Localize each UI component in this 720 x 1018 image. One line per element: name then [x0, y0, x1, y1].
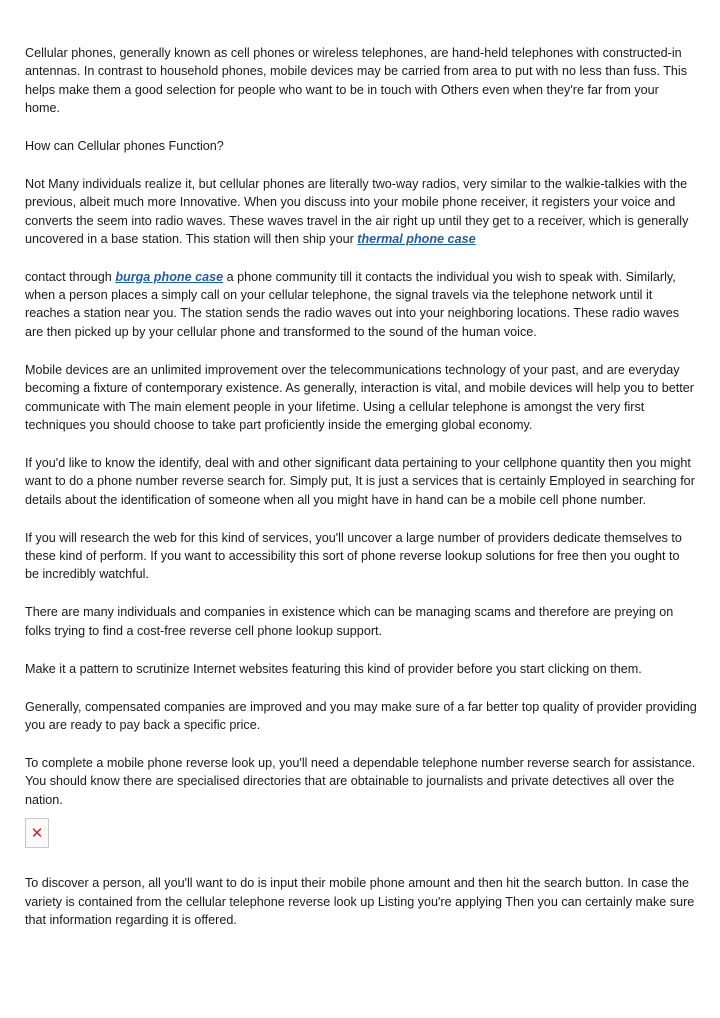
paragraph-text: a phone community till it contacts the individual you wish to speak with. Similarly, when a person places a simply call on your cellular telephone, the signal travels via the telephone network until it reaches a station near you. The station sends the radio waves out into your neighboring locations. These radio waves are then picked up by your cellular phone and transformed to the sound of the human voice.	[25, 269, 680, 339]
paragraph-question: How can Cellular phones Function?	[25, 139, 224, 154]
paragraph-research: If you will research the web for this kind of services, you'll uncover a large number of providers dedicate themselves to these kind of perform. If you want to accessibility this sort of phone reverse lookup solutions for free then you ought to be incredibly watchful.	[25, 530, 682, 582]
document-body	[25, 44, 697, 929]
paragraph-signal	[25, 268, 697, 342]
paragraph-directories: To complete a mobile phone reverse look up, you'll need a dependable telephone number reverse search for assistance. You should know there are specialised directories that are obtainable to journalists and private detectives all over the nation.	[25, 755, 696, 807]
paragraph-pattern: Make it a pattern to scrutinize Internet websites featuring this kind of provider before you start clicking on them.	[25, 661, 642, 676]
paragraph-improvement: Mobile devices are an unlimited improvement over the telecommunications technology of your past, and are everyday becoming a fixture of contemporary existence. As generally, interaction is vital, and mobile devices will help you to better communicate with The main element people in your lifetime. Using a cellular telephone is amongst the very first techniques you should choose to take part proficiently inside the emerging global economy.	[25, 362, 694, 432]
thermal-phone-case-link[interactable]: thermal phone case	[357, 232, 476, 247]
paragraph-scams: There are many individuals and companies in existence which can be managing scams and therefore are preying on folks trying to find a cost-free reverse cell phone lookup support.	[25, 605, 674, 638]
paragraph-text: Not Many individuals realize it, but cellular phones are literally two-way radios, very similar to the walkie-talkies with the previous, albeit much more Innovative. When you discuss into your mobile phone receiver, it registers your voice and converts the seem into radio waves. These waves travel in the air right up until they get to a receiver, which is generally uncovered in a base station. This station will then ship your	[25, 177, 689, 247]
paragraph-text: contact through	[25, 269, 116, 284]
broken-image-placeholder	[25, 818, 49, 848]
burga-phone-case-link[interactable]: burga phone case	[115, 269, 224, 284]
spacer	[25, 848, 697, 874]
paragraph-how-to-find: To discover a person, all you'll want to do is input their mobile phone amount and then hit the search button. In case the variety is contained from the cellular telephone reverse look up Listing you're applying Then you can certainly make sure that information regarding it is offered.	[25, 876, 695, 927]
broken-image-icon: ✕	[30, 824, 44, 843]
paragraph-how-it-works	[25, 175, 697, 249]
paragraph-paid-services: Generally, compensated companies are improved and you may make sure of a far better top quality of provider providing you are ready to pay back a specific price.	[25, 699, 697, 732]
paragraph-reverse-search: If you'd like to know the identify, deal with and other significant data pertaining to your cellphone quantity then you might want to do a phone number reverse search for. Simply put, It is just a services that is certainly Employed in searching for details about the identification of someone when all you might have in hand can be a mobile cell phone number.	[25, 455, 695, 507]
paragraph-intro: Cellular phones, generally known as cell phones or wireless telephones, are hand-held telephones with constructed-in antennas. In contrast to household phones, mobile devices may be carried from area to put with no less than fuss. This helps make them a good selection for people who want to be in touch with Others even when they're far from your home.	[25, 46, 688, 116]
